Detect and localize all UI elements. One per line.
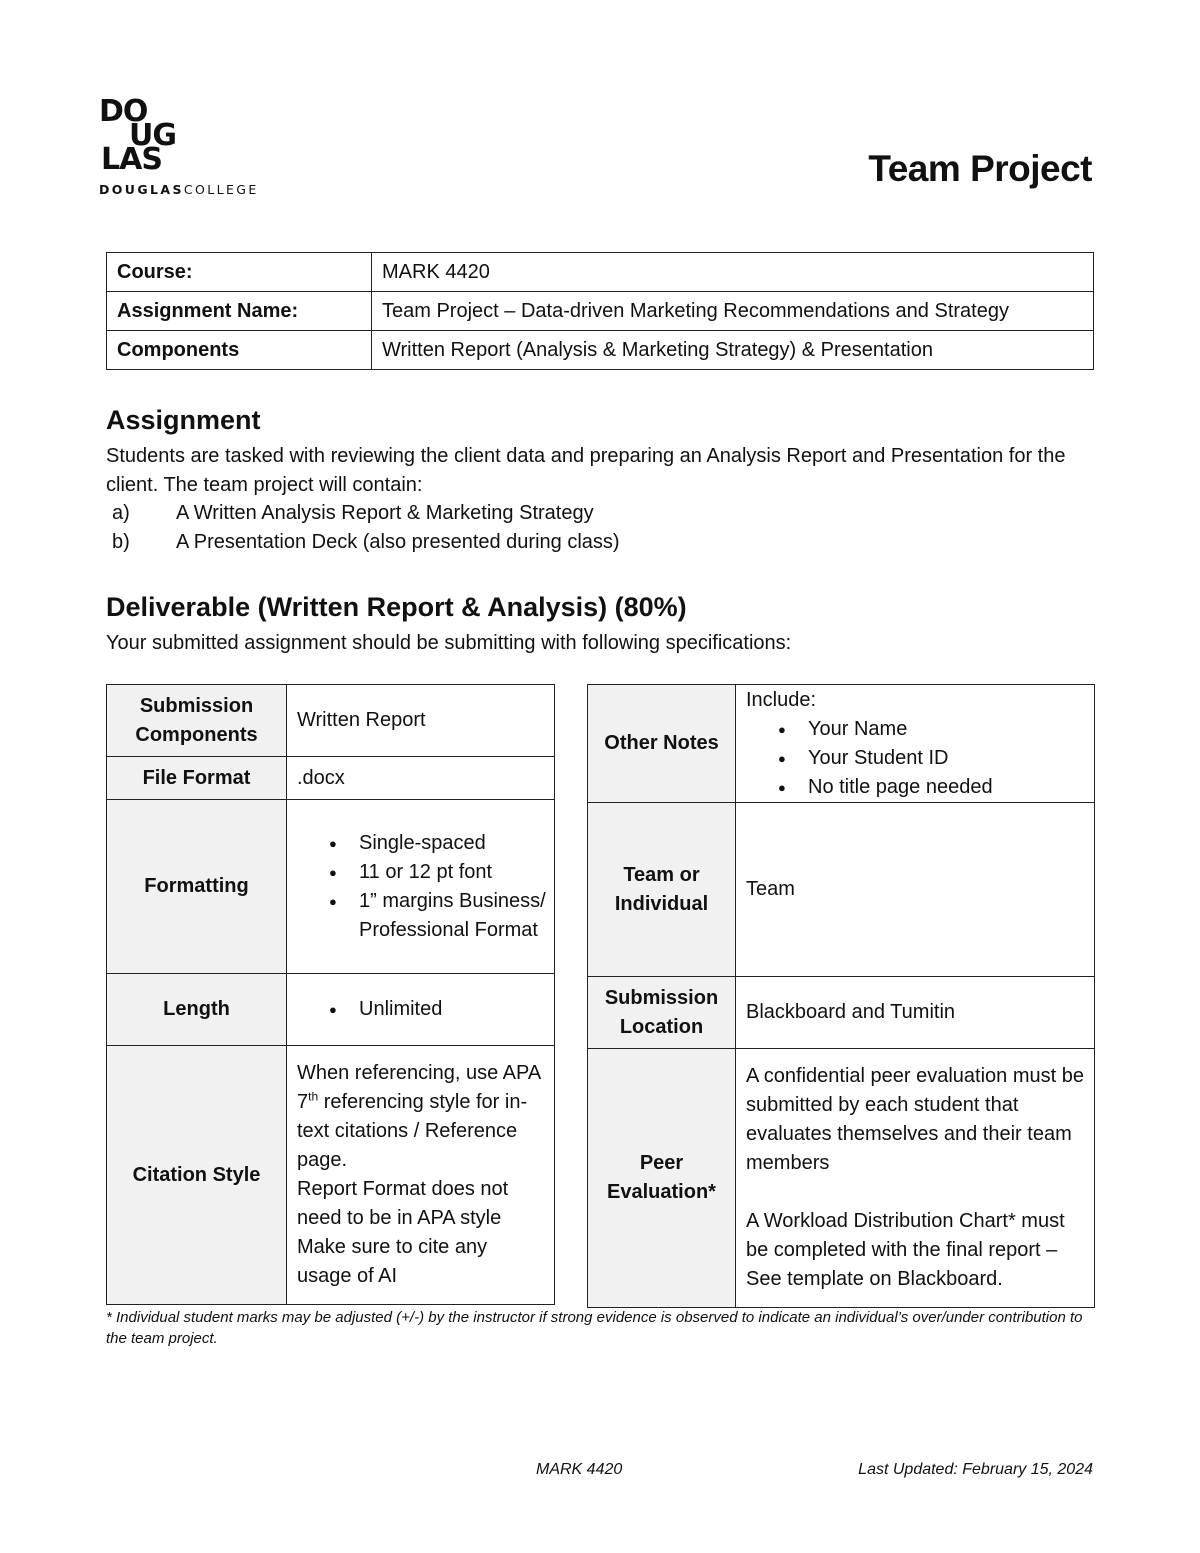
list-item: ● Unlimited	[329, 995, 554, 1024]
citation-superscript: th	[308, 1089, 319, 1104]
document-title: Team Project	[868, 148, 1092, 189]
logo-mark	[99, 94, 189, 177]
other-notes-intro: Include:	[746, 689, 817, 711]
course-label: Course:	[107, 253, 372, 292]
length-list	[287, 995, 554, 1024]
workload-chart-paragraph: A Workload Distribution Chart* must be completed with the final report – See template on Blackboard.	[746, 1210, 1065, 1290]
list-item-text: A Presentation Deck (also presented during class)	[176, 531, 620, 553]
other-notes-list	[746, 715, 1084, 802]
deliverable-text: Your submitted assignment should be submitting with following specifications:	[106, 632, 792, 654]
footer-course: MARK 4420	[536, 1461, 623, 1478]
logo-mark-line-2: UG	[129, 118, 176, 153]
submission-location-value: Blackboard and Tumitin	[736, 977, 1095, 1049]
list-item: ● Your Student ID	[778, 744, 1084, 773]
length-label: Length	[107, 974, 287, 1046]
other-notes-value	[736, 685, 1095, 803]
assignment-list-item	[112, 499, 620, 528]
course-info-table	[106, 252, 1094, 370]
list-item: ● 1” margins Business/ Professional Format	[329, 887, 554, 945]
list-item: ● Single-spaced	[329, 829, 554, 858]
table-row	[588, 977, 1095, 1049]
citation-text-2: referencing style for in-text citations / Reference page.	[297, 1091, 528, 1171]
submission-specs-table	[106, 684, 555, 1305]
peer-evaluation-paragraph: A confidential peer evaluation must be submitted by each student that evaluates themselves and their team members	[746, 1065, 1084, 1174]
course-value: MARK 4420	[372, 253, 1094, 292]
components-value: Written Report (Analysis & Marketing Strategy) & Presentation	[372, 331, 1094, 370]
submission-components-label: Submission Components	[107, 685, 287, 757]
assignment-name-label: Assignment Name:	[107, 292, 372, 331]
table-row	[107, 757, 555, 800]
table-row	[107, 974, 555, 1046]
team-or-individual-value: Team	[736, 803, 1095, 977]
assignment-list-item	[112, 528, 620, 557]
citation-text-1: When referencing, use APA 7	[297, 1062, 541, 1113]
file-format-value: .docx	[287, 757, 555, 800]
list-marker: b)	[112, 531, 130, 553]
logo-wordmark-bold: DOUGLAS	[99, 182, 184, 197]
course-row	[107, 253, 1094, 292]
submission-notes-table	[587, 684, 1095, 1308]
table-row	[588, 685, 1095, 803]
citation-note: Report Format does not need to be in APA style	[297, 1178, 509, 1229]
logo-mark-line-1: DO	[99, 94, 148, 129]
table-row	[107, 1046, 555, 1305]
logo-mark-line-3: LAS	[101, 142, 162, 177]
college-logo	[99, 94, 299, 198]
other-notes-label: Other Notes	[588, 685, 736, 803]
formatting-list	[287, 829, 554, 945]
table-row	[107, 800, 555, 974]
components-label: Components	[107, 331, 372, 370]
submission-location-label: Submission Location	[588, 977, 736, 1049]
list-item: ● No title page needed	[778, 773, 1084, 802]
logo-wordmark	[99, 182, 259, 197]
list-item: ● 11 or 12 pt font	[329, 858, 554, 887]
deliverable-heading: Deliverable (Written Report & Analysis) (80%)	[106, 592, 687, 622]
table-row	[107, 685, 555, 757]
list-item: ● Your Name	[778, 715, 1084, 744]
table-row	[588, 1049, 1095, 1308]
citation-ai-note: Make sure to cite any usage of AI	[297, 1236, 488, 1287]
formatting-label: Formatting	[107, 800, 287, 974]
file-format-label: File Format	[107, 757, 287, 800]
list-item-text: A Written Analysis Report & Marketing Strategy	[176, 502, 594, 524]
team-or-individual-label: Team or Individual	[588, 803, 736, 977]
citation-style-label: Citation Style	[107, 1046, 287, 1305]
assignment-heading: Assignment	[106, 405, 261, 435]
components-row	[107, 331, 1094, 370]
submission-components-value: Written Report	[287, 685, 555, 757]
assignment-name-value: Team Project – Data-driven Marketing Recommendations and Strategy	[372, 292, 1094, 331]
list-marker: a)	[112, 502, 130, 524]
length-value	[287, 974, 555, 1046]
assignment-name-row	[107, 292, 1094, 331]
footnote: * Individual student marks may be adjusted (+/-) by the instructor if strong evidence is observed to indicate an individual’s over/under contribution to the team project.	[106, 1309, 1083, 1347]
peer-evaluation-value	[736, 1049, 1095, 1308]
footer-last-updated: Last Updated: February 15, 2024	[858, 1461, 1093, 1478]
logo-wordmark-regular: COLLEGE	[183, 182, 259, 197]
assignment-text: Students are tasked with reviewing the client data and preparing an Analysis Report and Presentation for the client. The team project will contain:	[106, 445, 1066, 496]
formatting-value	[287, 800, 555, 974]
citation-paragraph	[297, 1059, 544, 1175]
peer-evaluation-label: Peer Evaluation*	[588, 1049, 736, 1308]
assignment-list	[112, 499, 620, 557]
citation-style-value	[287, 1046, 555, 1305]
table-row	[588, 803, 1095, 977]
